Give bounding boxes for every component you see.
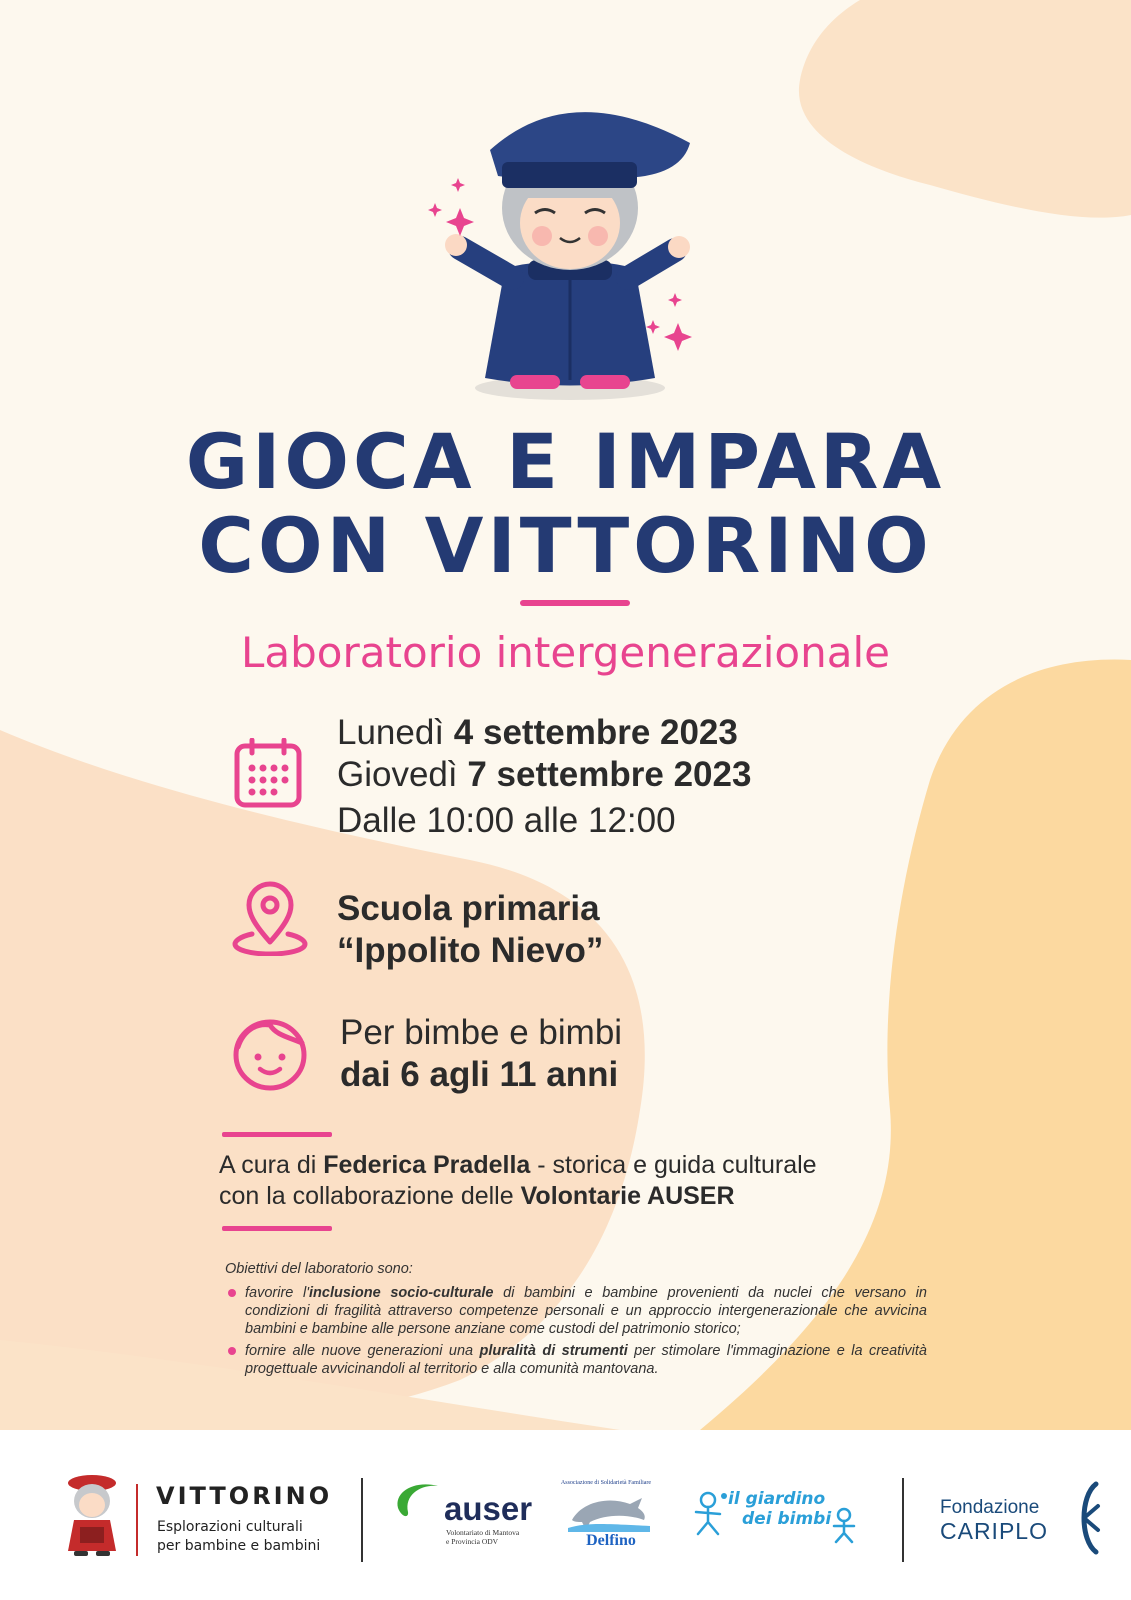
child-face-icon	[232, 1015, 308, 1091]
credits	[219, 1150, 1019, 1212]
vittorino-logo-tagline-2: per bambine e bambini	[157, 1538, 321, 1554]
title-line-1: GIOCA E IMPARA	[185, 417, 946, 506]
auser-swoosh-icon	[392, 1478, 442, 1522]
auser-logo-name: auser	[444, 1490, 533, 1527]
location	[337, 888, 603, 972]
audience	[340, 1012, 622, 1096]
schedule-day-1: Lunedì 4 settembre 2023	[337, 713, 738, 752]
cariplo-emblem-icon	[1072, 1480, 1102, 1556]
auser-logo-sub-1: Volontariato di Mantova	[446, 1528, 520, 1537]
title-divider	[520, 600, 630, 606]
objective-item: fornire alle nuove generazioni una pluralità di strumenti per stimolare l'immaginazione e la creatività progettuale avvicinandoli al territorio e alla comunità mantovana.	[225, 1342, 927, 1378]
location-line-2: “Ippolito Nievo”	[337, 931, 604, 970]
delfino-logo-arc-text: Associazione di Solidarietà Familiare	[560, 1480, 652, 1486]
objective-item: favorire l'inclusione socio-culturale di bambini e bambine provenienti da nuclei che versano in condizioni di fragilità attraverso competenze personali e un approccio intergenerazionale che avvicina bambini e bambine alle persone anziane come custodi del patrimonio storico;	[225, 1284, 927, 1338]
objectives-heading: Obiettivi del laboratorio sono:	[225, 1261, 413, 1277]
credits-line-2: con la collaborazione delle Volontarie AUSER	[219, 1182, 735, 1210]
vittorino-logo-rule	[136, 1484, 138, 1556]
title-line-2: CON VITTORINO	[198, 501, 933, 590]
subtitle: Laboratorio intergenerazionale	[240, 628, 890, 677]
giardino-logo-line-1: il giardino	[728, 1489, 826, 1509]
giardino-children-icon	[690, 1488, 730, 1538]
schedule	[337, 712, 751, 842]
vittorino-logo-name: VITTORINO	[156, 1482, 333, 1510]
objectives	[225, 1260, 927, 1382]
auser-logo-sub-2: e Provincia ODV	[446, 1537, 499, 1546]
giardino-logo-line-2: dei bimbi	[742, 1509, 832, 1529]
credits-divider-bottom	[222, 1226, 332, 1231]
schedule-time: Dalle 10:00 alle 12:00	[337, 801, 676, 840]
schedule-day-2: Giovedì 7 settembre 2023	[337, 755, 752, 794]
objectives-list	[225, 1284, 927, 1378]
calendar-icon	[234, 738, 302, 808]
cariplo-logo-line-2: CARIPLO	[940, 1518, 1048, 1544]
credits-divider-top	[222, 1132, 332, 1137]
audience-line-2: dai 6 agli 11 anni	[340, 1055, 619, 1094]
vittorino-mascot-illustration	[420, 88, 720, 418]
footer-separator-1	[361, 1478, 363, 1562]
location-pin-icon	[232, 880, 308, 956]
vittorino-logo-tagline-1: Esplorazioni culturali	[157, 1519, 303, 1535]
dolphin-icon	[568, 1492, 650, 1532]
footer-separator-2	[902, 1478, 904, 1562]
audience-line-1: Per bimbe e bimbi	[340, 1013, 623, 1052]
location-line-1: Scuola primaria	[337, 889, 600, 928]
credits-line-1: A cura di Federica Pradella - storica e guida culturale	[219, 1151, 817, 1179]
cariplo-logo-line-1: Fondazione	[940, 1497, 1040, 1518]
delfino-logo-name: Delfino	[586, 1532, 636, 1549]
vittorino-logo-mascot-icon	[62, 1475, 122, 1557]
giardino-child-icon	[830, 1506, 858, 1544]
